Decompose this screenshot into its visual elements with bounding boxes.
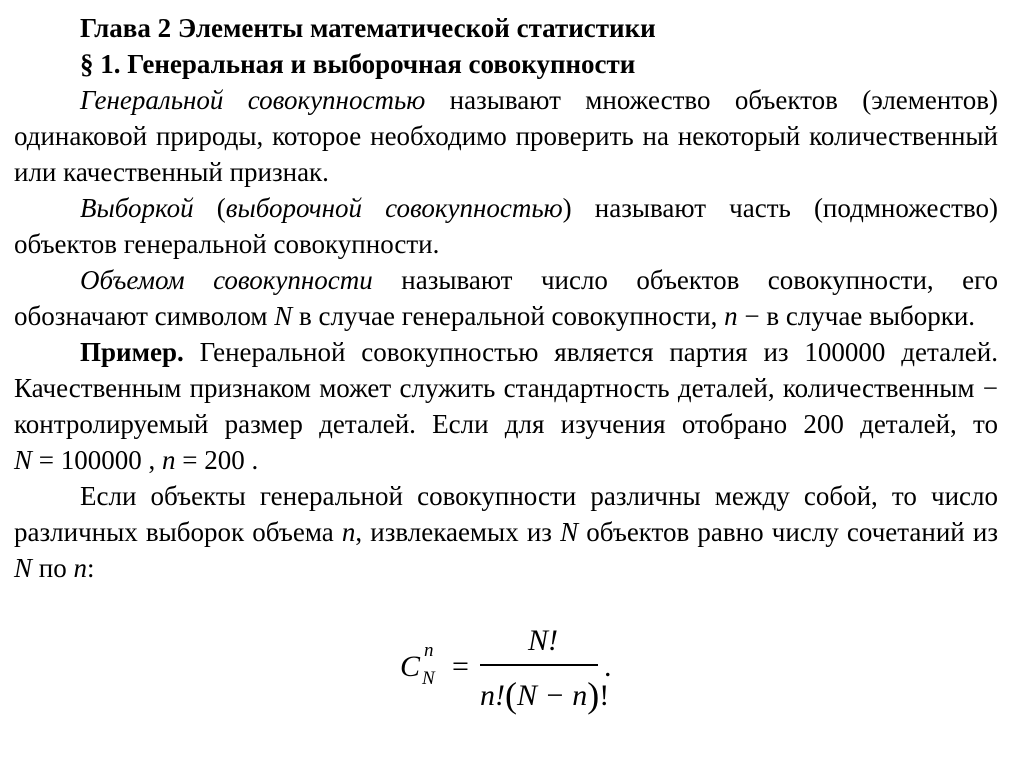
- paragraph-text: в случае генеральной совокупности,: [292, 301, 725, 331]
- eq-symbol-N: N: [14, 445, 33, 475]
- symbol-n: n: [341, 517, 356, 547]
- formula-end-dot: .: [604, 650, 612, 683]
- term-sample-population: выборочной совокупностью: [225, 193, 563, 223]
- term-sample: Выборкой: [80, 193, 194, 223]
- paragraph-volume: [14, 262, 998, 334]
- paragraph-text: :: [86, 553, 95, 583]
- paragraph-text: , извлекаемых из: [355, 517, 561, 547]
- formula-superscript: n: [424, 640, 434, 661]
- fraction-bar: [480, 664, 598, 666]
- term-volume: Объемом совокупности: [80, 265, 373, 295]
- paragraph-general-population: [14, 82, 998, 190]
- combinations-formula: [400, 624, 660, 714]
- formula-numerator: N!: [528, 624, 558, 657]
- paren-close: ): [562, 193, 572, 223]
- eq-value-n: = 200: [175, 445, 245, 475]
- paragraph-sample: [14, 190, 998, 262]
- symbol-N: N: [274, 301, 293, 331]
- formula-C: C: [400, 650, 421, 683]
- paragraph-text: − в случае выборки.: [737, 301, 976, 331]
- formula-denominator: [480, 672, 609, 714]
- paragraph-text: называют число объектов совокупности, его обозначают символом: [14, 265, 998, 331]
- paragraph-text: объектов равно числу сочетаний из: [578, 517, 998, 547]
- symbol-n: n: [724, 301, 738, 331]
- example-label: Пример.: [80, 337, 184, 367]
- den-factorial: !: [599, 679, 610, 712]
- symbol-N: N: [14, 553, 33, 583]
- section-title: § 1. Генеральная и выборочная совокупности: [80, 49, 636, 79]
- symbol-n: n: [73, 553, 87, 583]
- term-general-population: Генеральной совокупностью: [80, 85, 426, 115]
- document-page: [14, 10, 998, 586]
- formula-subscript: N: [422, 668, 435, 689]
- paragraph-text: Если объекты генеральной совокупности различны между собой, то число различных выборок объема: [14, 481, 998, 547]
- chapter-title: Глава 2 Элементы математической статистики: [80, 13, 656, 43]
- den-paren-open: (: [505, 675, 517, 715]
- eq-value-N: = 100000: [32, 445, 142, 475]
- symbol-N: N: [560, 517, 579, 547]
- eq-separator: ,: [141, 445, 162, 475]
- den-paren-close: ): [587, 675, 600, 715]
- eq-symbol-n: n: [162, 445, 176, 475]
- paragraph-text: называют множество объектов (элементов) одинаковой природы, которое необходимо проверить на некоторый количественный или качественный признак.: [14, 85, 998, 187]
- inline-equation: [14, 445, 258, 475]
- paragraph-combinations: [14, 478, 998, 586]
- formula-lhs: [400, 640, 435, 689]
- paragraph-text: называют часть (подмножество) объектов генеральной совокупности.: [14, 193, 999, 259]
- paragraph-example: [14, 334, 998, 478]
- paragraph-text: Генеральной совокупностью является партия из 100000 деталей. Качественным признаком может служить стандартность деталей, количественным − контролируемый размер деталей. Если для изучения отобрано 200 деталей, то: [14, 337, 998, 439]
- formula-equals: =: [452, 650, 469, 683]
- eq-end: .: [244, 445, 259, 475]
- paragraph-text: по: [32, 553, 74, 583]
- den-inner: N − n: [517, 679, 588, 712]
- den-n-factorial: n!: [480, 679, 505, 712]
- paren-open: (: [193, 193, 226, 223]
